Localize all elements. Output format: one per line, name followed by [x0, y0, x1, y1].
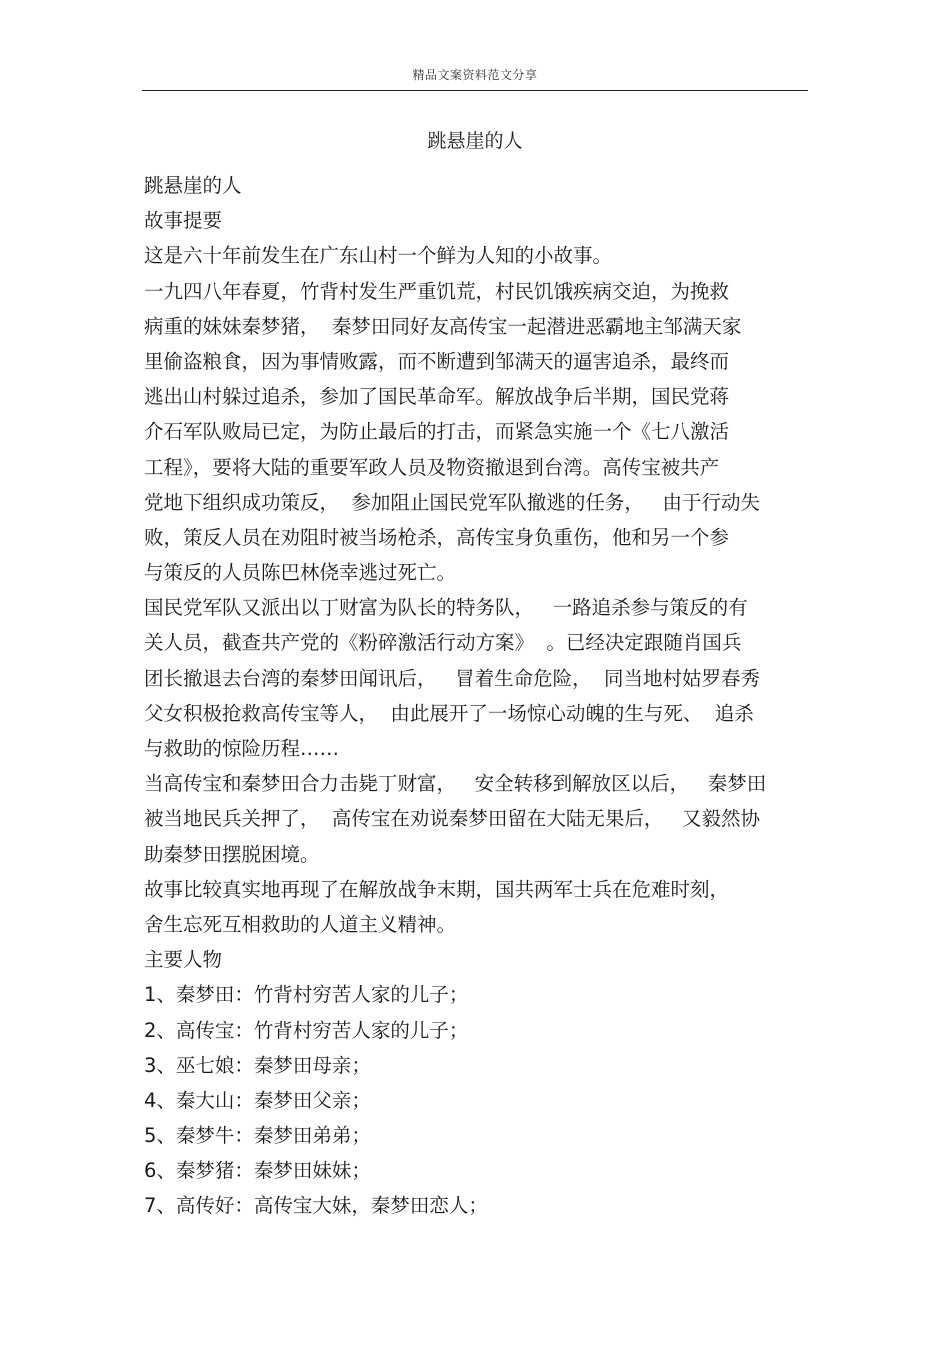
body-line: 2、高传宝：竹背村穷苦人家的儿子；	[144, 1018, 469, 1042]
body-line: 一九四八年春夏，竹背村发生严重饥荒，村民饥饿疾病交迫，为挽救	[144, 279, 730, 303]
body-line: 1、秦梦田：竹背村穷苦人家的儿子；	[144, 983, 469, 1007]
body-line: 7、高传好：高传宝大妹，秦梦田恋人；	[144, 1194, 488, 1218]
body-line: 故事比较真实地再现了在解放战争末期，国共两军士兵在危难时刻，	[144, 877, 730, 901]
body-line: 败，策反人员在劝阻时被当场枪杀，高传宝身负重伤，他和另一个参	[144, 525, 730, 549]
body-line: 这是六十年前发生在广东山村一个鲜为人知的小故事。	[144, 244, 613, 268]
document-title: 跳悬崖的人	[427, 130, 523, 152]
body-line: 里偷盗粮食，因为事情败露，而不断遭到邹满天的逼害追杀，最终而	[144, 349, 730, 373]
body-line: 与救助的惊险历程……	[144, 737, 340, 760]
body-line: 工程》，要将大陆的重要军政人员及物资撤退到台湾。高传宝被共产	[144, 455, 720, 479]
body-line: 当高传宝和秦梦田合力击毙丁财富， 安全转移到解放区以后， 秦梦田	[144, 772, 767, 796]
body-line: 3、巫七娘：秦梦田母亲；	[144, 1053, 371, 1077]
body-line: 故事提要	[144, 209, 223, 233]
body-line: 关人员，截查共产党的《粉碎激活行动方案》 。已经决定跟随肖国兵	[144, 631, 742, 655]
header-divider	[142, 90, 808, 91]
body-line: 与策反的人员陈巴林侥幸逃过死亡。	[144, 561, 457, 585]
running-header: 精品文案资料范文分享	[412, 68, 538, 82]
body-line: 被当地民兵关押了， 高传宝在劝说秦梦田留在大陆无果后， 又毅然协	[144, 807, 760, 831]
body-line: 国民党军队又派出以丁财富为队长的特务队， 一路追杀参与策反的有	[144, 596, 748, 620]
body-line: 主要人物	[144, 948, 223, 972]
body-line: 5、秦梦牛：秦梦田弟弟；	[144, 1124, 371, 1148]
body-line: 4、秦大山：秦梦田父亲；	[144, 1088, 371, 1112]
body-line: 逃出山村躲过追杀，参加了国民革命军。解放战争后半期，国民党蒋	[144, 385, 730, 409]
document-body	[144, 173, 808, 1229]
body-line: 病重的妹妹秦梦猪， 秦梦田同好友高传宝一起潜进恶霸地主邹满天家	[144, 314, 742, 338]
body-line: 党地下组织成功策反， 参加阻止国民党军队撤逃的任务， 由于行动失	[144, 490, 760, 514]
body-line: 介石军队败局已定，为防止最后的打击，而紧急实施一个《七八激活	[144, 420, 730, 444]
body-line: 6、秦梦猪：秦梦田妹妹；	[144, 1159, 371, 1183]
body-line: 父女积极抢救高传宝等人， 由此展开了一场惊心动魄的生与死、 追杀	[144, 701, 754, 725]
body-line: 舍生忘死互相救助的人道主义精神。	[144, 912, 457, 936]
body-line: 团长撤退去台湾的秦梦田闻讯后， 冒着生命危险， 同当地村姑罗春秀	[144, 666, 760, 690]
body-line: 助秦梦田摆脱困境。	[144, 842, 320, 866]
body-line: 跳悬崖的人	[144, 174, 242, 197]
